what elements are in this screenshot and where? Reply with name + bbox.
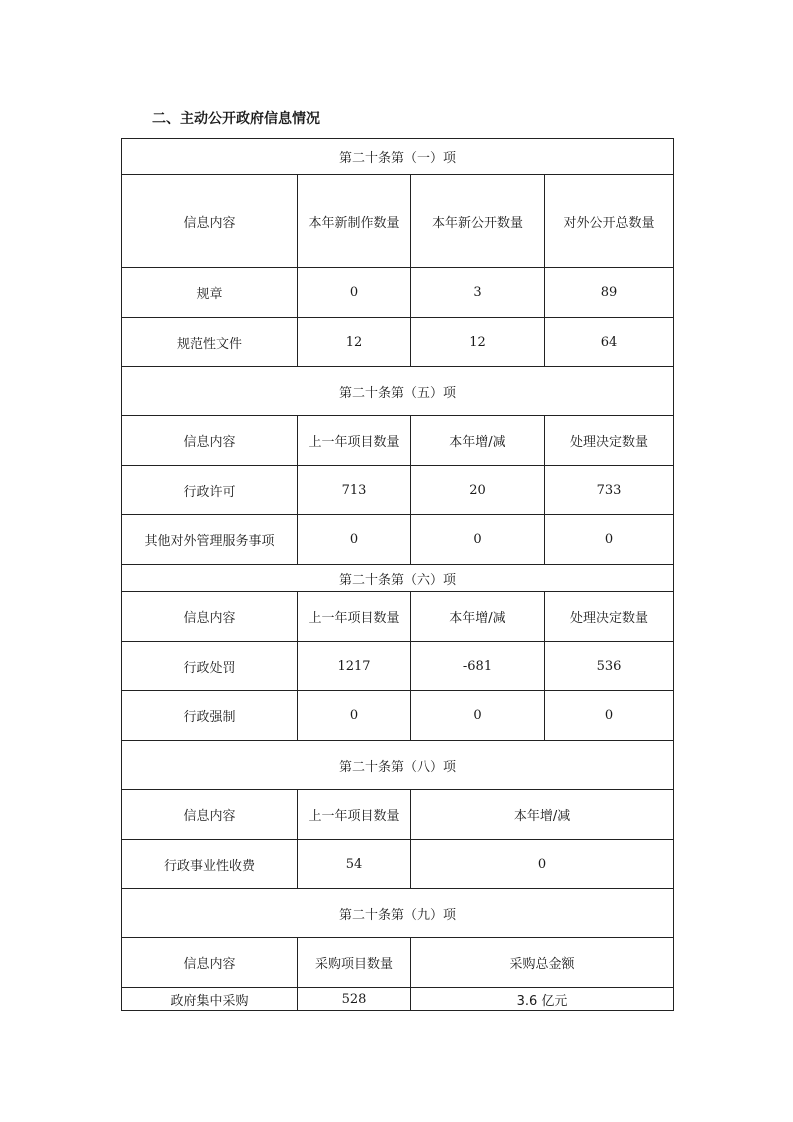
table-row bbox=[122, 691, 674, 741]
cell-value: 0 bbox=[411, 840, 674, 889]
header-row bbox=[122, 416, 674, 466]
header-cell: 对外公开总数量 bbox=[545, 175, 674, 268]
cell-value: 0 bbox=[411, 691, 545, 741]
row-label: 行政处罚 bbox=[122, 642, 298, 691]
section-title: 第二十条第（六）项 bbox=[122, 565, 674, 592]
header-row bbox=[122, 175, 674, 268]
header-cell: 上一年项目数量 bbox=[298, 592, 411, 642]
cell-value: 0 bbox=[545, 515, 674, 565]
header-cell: 信息内容 bbox=[122, 592, 298, 642]
section-title-row-1 bbox=[122, 139, 674, 175]
section-title-row-9 bbox=[122, 889, 674, 938]
header-cell: 处理决定数量 bbox=[545, 592, 674, 642]
table-row bbox=[122, 840, 674, 889]
table-row bbox=[122, 318, 674, 367]
section-title: 第二十条第（五）项 bbox=[122, 367, 674, 416]
cell-value: 0 bbox=[411, 515, 545, 565]
cell-value: 20 bbox=[411, 466, 545, 515]
cell-value: 713 bbox=[298, 466, 411, 515]
cell-value: 733 bbox=[545, 466, 674, 515]
table-row bbox=[122, 642, 674, 691]
cell-value: -681 bbox=[411, 642, 545, 691]
cell-value: 89 bbox=[545, 268, 674, 318]
header-cell: 本年增/减 bbox=[411, 416, 545, 466]
row-label: 规章 bbox=[122, 268, 298, 318]
section-title: 第二十条第（八）项 bbox=[122, 741, 674, 790]
header-cell: 采购项目数量 bbox=[298, 938, 411, 988]
cell-value: 0 bbox=[298, 691, 411, 741]
cell-value: 536 bbox=[545, 642, 674, 691]
cell-value: 12 bbox=[298, 318, 411, 367]
header-row bbox=[122, 592, 674, 642]
cell-value: 0 bbox=[545, 691, 674, 741]
cell-value: 1217 bbox=[298, 642, 411, 691]
header-cell: 信息内容 bbox=[122, 416, 298, 466]
disclosure-table bbox=[121, 138, 674, 1011]
header-cell: 上一年项目数量 bbox=[298, 416, 411, 466]
section-title-row-8 bbox=[122, 741, 674, 790]
table-row bbox=[122, 515, 674, 565]
row-label: 政府集中采购 bbox=[122, 988, 298, 1011]
header-cell: 采购总金额 bbox=[411, 938, 674, 988]
cell-value: 3 bbox=[411, 268, 545, 318]
header-cell: 信息内容 bbox=[122, 175, 298, 268]
header-cell: 信息内容 bbox=[122, 790, 298, 840]
header-row bbox=[122, 938, 674, 988]
table-row bbox=[122, 466, 674, 515]
section-heading: 二、主动公开政府信息情况 bbox=[152, 111, 320, 127]
row-label: 行政强制 bbox=[122, 691, 298, 741]
row-label: 其他对外管理服务事项 bbox=[122, 515, 298, 565]
cell-value: 528 bbox=[298, 988, 411, 1011]
cell-value: 3.6 亿元 bbox=[411, 988, 674, 1011]
row-label: 规范性文件 bbox=[122, 318, 298, 367]
cell-value: 54 bbox=[298, 840, 411, 889]
header-row bbox=[122, 790, 674, 840]
row-label: 行政事业性收费 bbox=[122, 840, 298, 889]
row-label: 行政许可 bbox=[122, 466, 298, 515]
section-title-row-6 bbox=[122, 565, 674, 592]
table-row bbox=[122, 268, 674, 318]
cell-value: 12 bbox=[411, 318, 545, 367]
header-cell: 本年增/减 bbox=[411, 790, 674, 840]
header-cell: 本年新制作数量 bbox=[298, 175, 411, 268]
header-cell: 上一年项目数量 bbox=[298, 790, 411, 840]
cell-value: 64 bbox=[545, 318, 674, 367]
section-title: 第二十条第（一）项 bbox=[122, 139, 674, 175]
header-cell: 信息内容 bbox=[122, 938, 298, 988]
cell-value: 0 bbox=[298, 515, 411, 565]
section-title: 第二十条第（九）项 bbox=[122, 889, 674, 938]
header-cell: 本年增/减 bbox=[411, 592, 545, 642]
cell-value: 0 bbox=[298, 268, 411, 318]
table-row bbox=[122, 988, 674, 1011]
header-cell: 处理决定数量 bbox=[545, 416, 674, 466]
section-title-row-5 bbox=[122, 367, 674, 416]
header-cell: 本年新公开数量 bbox=[411, 175, 545, 268]
